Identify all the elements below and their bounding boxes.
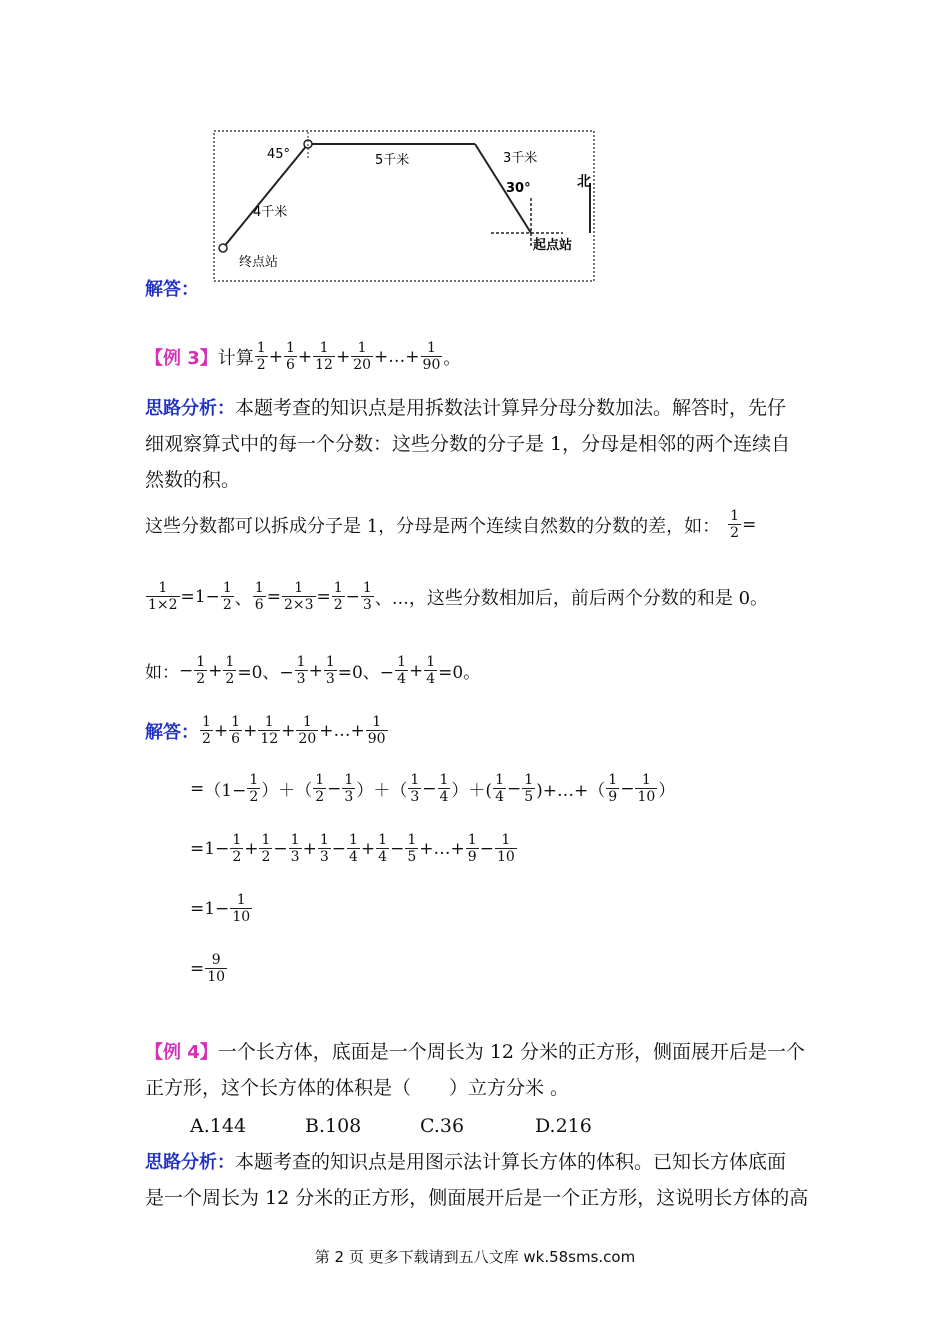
decompose-line: $\frac{1}{1\times 2}$ =1− $\frac{1}{2}$ 、 $\frac{1}{6}$ = $\frac{1}{2\times 3}$ = $\frac{1}{2}$ − $\frac{1}{3}$ 、… ，这些分数相加后，前后两个分数的和是 0。 bbox=[148, 580, 769, 613]
option-b: B.108 bbox=[305, 1115, 362, 1137]
period: 。 bbox=[443, 349, 461, 369]
end-label: 终点站 bbox=[239, 255, 279, 270]
example-tag: 【例 3】 bbox=[145, 347, 218, 369]
ellipsis: +…+ bbox=[374, 346, 420, 367]
option-d: D.216 bbox=[535, 1115, 592, 1137]
dist-3-label: 3千米 bbox=[503, 151, 538, 166]
example4-line-2: 正方形，这个长方体的体积是（ ）立方分米 。 bbox=[145, 1077, 570, 1099]
start-label: 起点站 bbox=[533, 238, 573, 253]
prompt: 计算 bbox=[217, 347, 254, 369]
end-point bbox=[219, 244, 227, 252]
route-segment-1 bbox=[223, 144, 308, 248]
dist-4-label: 4千米 bbox=[253, 205, 288, 220]
example4-tag: 【例 4】 bbox=[145, 1042, 218, 1063]
answer-line-4: = $\frac{9}{10}$ bbox=[190, 952, 226, 985]
analysis-label: 思路分析： bbox=[145, 398, 235, 419]
ex4-analysis-line-2: 是一个周长为 12 分米的正方形，侧面展开后是一个正方形，这说明长方体的高 bbox=[145, 1187, 809, 1209]
example-sum-line: 如： − $\frac{1}{2}$ + $\frac{1}{2}$ =0、− $\frac{1}{3}$ + $\frac{1}{3}$ =0、− $\frac{1}{4}$ + $\frac{1}{4}$ =0。 bbox=[145, 654, 481, 687]
page-footer: 第 2 页 更多下载请到五八文库 wk.58sms.com bbox=[314, 1248, 636, 1266]
option-c: C.36 bbox=[420, 1115, 465, 1137]
answer-label: 解答： bbox=[145, 279, 199, 300]
example3-line: 【例 3】 计算 $\frac{1}{2}$ + $\frac{1}{6}$ + $\frac{1}{12}$ + $\frac{1}{20}$ +…+ $\frac{1}{90}$ 。 bbox=[145, 340, 461, 373]
para2: 这些分数都可以拆成分子是 1，分母是两个连续自然数的分数的差，如： $\frac{1}{2}$ = bbox=[145, 508, 757, 541]
dist-5-label: 5千米 bbox=[375, 153, 410, 168]
route-diagram bbox=[213, 128, 596, 284]
north-label: 北 bbox=[577, 174, 591, 190]
analysis-line-1: 思路分析：本题考查的知识点是用拆数法计算异分母分数加法。解答时，先仔 bbox=[145, 397, 787, 419]
answer-line-1: = （1− $\frac{1}{2}$ ）＋（ $\frac{1}{2}$ − $\frac{1}{3}$ ）＋（ $\frac{1}{3}$ − $\frac{1}{4}$ ）＋( $\frac{1}{4}$ − $\frac{1}{5}$ )+…+（ $\frac{1}{9}$ − $\frac{1}{10}$ ） bbox=[190, 772, 676, 805]
example4-line-1: 【例 4】一个长方体，底面是一个周长为 12 分米的正方形，侧面展开后是一个 bbox=[145, 1041, 806, 1063]
answer-line-3: =1− $\frac{1}{10}$ bbox=[190, 892, 251, 925]
analysis-line-2: 细观察算式中的每一个分数：这些分数的分子是 1，分母是相邻的两个连续自 bbox=[145, 433, 791, 455]
analysis-line-3: 然数的积。 bbox=[145, 469, 241, 491]
ex4-analysis-line-1: 思路分析：本题考查的知识点是用图示法计算长方体的体积。已知长方体底面 bbox=[145, 1151, 787, 1173]
option-a: A.144 bbox=[190, 1115, 247, 1137]
angle-30-label: 30° bbox=[506, 181, 531, 196]
answer-line-2: =1− $\frac{1}{2}$ + $\frac{1}{2}$ − $\frac{1}{3}$ + $\frac{1}{3}$ − $\frac{1}{4}$ + $\frac{1}{4}$ − $\frac{1}{5}$ +…+ $\frac{1}{9}$ − $\frac{1}{10}$ bbox=[190, 832, 515, 865]
answer-line-0: 解答： $\frac{1}{2}$ + $\frac{1}{6}$ + $\frac{1}{12}$ + $\frac{1}{20}$ +…+ $\frac{1}{90}$ bbox=[145, 714, 386, 747]
angle-45-label: 45° bbox=[267, 147, 291, 162]
